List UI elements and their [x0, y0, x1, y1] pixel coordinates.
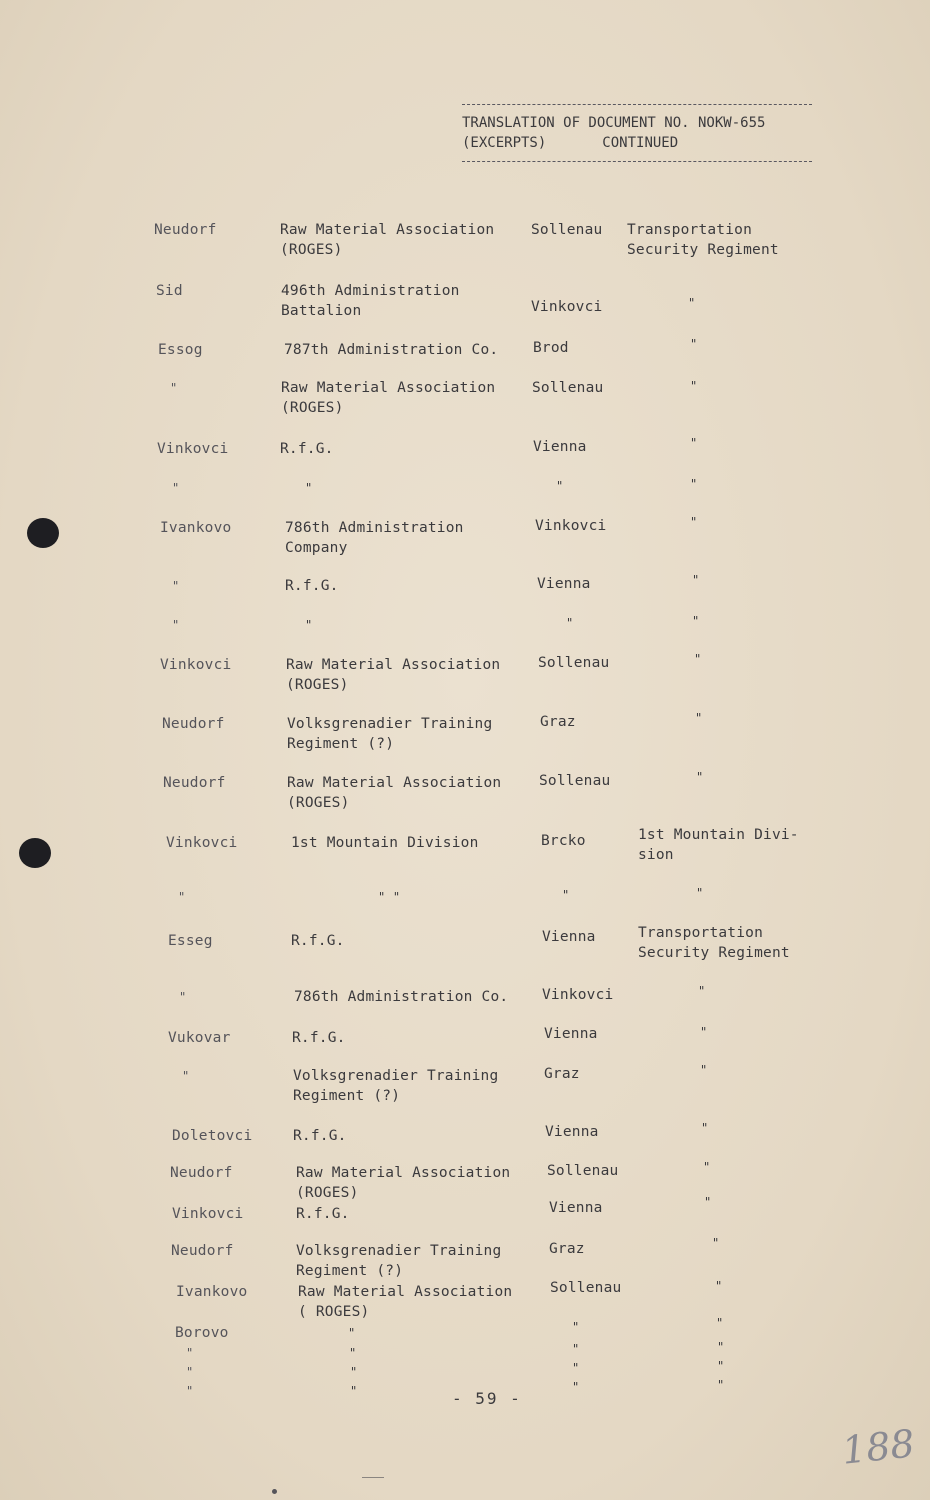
- origin-cell: ": [572, 1380, 580, 1394]
- subordination-cell: ": [690, 515, 698, 529]
- unit-cell: Raw Material Association (ROGES): [287, 775, 502, 811]
- origin-cell: Vienna: [537, 576, 591, 592]
- subordination-cell: ": [690, 436, 698, 450]
- subordination-cell: 1st Mountain Divi- sion: [638, 827, 799, 863]
- unit-cell: Volksgrenadier Training Regiment (?): [293, 1068, 499, 1104]
- origin-cell: Sollenau: [539, 773, 611, 789]
- place-cell: Ivankovo: [176, 1284, 248, 1300]
- unit-cell: ": [305, 481, 313, 495]
- place-cell: ": [178, 890, 186, 904]
- unit-cell: ": [305, 618, 313, 632]
- subordination-cell: ": [696, 886, 704, 900]
- unit-cell: ": [348, 1326, 356, 1340]
- place-cell: ": [172, 618, 180, 632]
- header-continued: CONTINUED: [602, 135, 679, 151]
- place-cell: Vukovar: [168, 1030, 231, 1046]
- unit-cell: 496th Administration Battalion: [281, 283, 460, 319]
- place-cell: Neudorf: [154, 222, 217, 238]
- origin-cell: ": [566, 616, 574, 630]
- subordination-cell: ": [716, 1316, 724, 1330]
- unit-cell: Raw Material Association (ROGES): [296, 1165, 511, 1201]
- place-cell: ": [186, 1384, 194, 1398]
- unit-cell: R.f.G.: [293, 1128, 347, 1144]
- unit-cell: 786th Administration Company: [285, 520, 464, 556]
- origin-cell: ": [556, 479, 564, 493]
- unit-cell: Raw Material Association ( ROGES): [298, 1284, 513, 1320]
- place-cell: Vinkovci: [166, 835, 238, 851]
- subordination-cell: ": [700, 1063, 708, 1077]
- place-cell: Essog: [158, 342, 203, 358]
- subordination-cell: ": [696, 770, 704, 784]
- subordination-cell: ": [712, 1236, 720, 1250]
- unit-cell: 787th Administration Co.: [284, 342, 499, 358]
- origin-cell: Vinkovci: [535, 518, 607, 534]
- subordination-cell: Transportation Security Regiment: [638, 925, 790, 961]
- subordination-cell: ": [704, 1195, 712, 1209]
- unit-cell: Volksgrenadier Training Regiment (?): [287, 716, 493, 752]
- subordination-cell: ": [690, 337, 698, 351]
- unit-cell: 1st Mountain Division: [291, 835, 479, 851]
- subordination-cell: ": [688, 296, 696, 310]
- place-cell: Borovo: [175, 1325, 229, 1341]
- unit-cell: R.f.G.: [280, 441, 334, 457]
- subordination-cell: ": [692, 573, 700, 587]
- origin-cell: ": [562, 888, 570, 902]
- header-top-rule: [462, 104, 812, 105]
- origin-cell: Vienna: [549, 1200, 603, 1216]
- unit-cell: Volksgrenadier Training Regiment (?): [296, 1243, 502, 1279]
- origin-cell: Brcko: [541, 833, 586, 849]
- origin-cell: ": [572, 1320, 580, 1334]
- origin-cell: Graz: [540, 714, 576, 730]
- place-cell: Neudorf: [163, 775, 226, 791]
- subordination-cell: ": [692, 614, 700, 628]
- place-cell: ": [186, 1365, 194, 1379]
- subordination-cell: ": [690, 477, 698, 491]
- place-cell: Ivankovo: [160, 520, 232, 536]
- origin-cell: Vienna: [544, 1026, 598, 1042]
- subordination-cell: ": [717, 1340, 725, 1354]
- subordination-cell: ": [715, 1279, 723, 1293]
- punch-hole: [27, 518, 59, 548]
- page-number: - 59 -: [452, 1389, 522, 1408]
- subordination-cell: ": [700, 1025, 708, 1039]
- origin-cell: Sollenau: [531, 222, 603, 238]
- origin-cell: Vinkovci: [542, 987, 614, 1003]
- place-cell: Neudorf: [170, 1165, 233, 1181]
- unit-cell: " ": [378, 890, 401, 904]
- ink-mark: [362, 1477, 384, 1478]
- origin-cell: Sollenau: [550, 1280, 622, 1296]
- header-line-2: (EXCERPTS): [462, 135, 547, 151]
- place-cell: ": [182, 1069, 190, 1083]
- header-bottom-rule: [462, 161, 812, 162]
- document-header: [462, 104, 812, 162]
- unit-cell: R.f.G.: [292, 1030, 346, 1046]
- origin-cell: Sollenau: [538, 655, 610, 671]
- place-cell: ": [172, 579, 180, 593]
- place-cell: Neudorf: [162, 716, 225, 732]
- origin-cell: Sollenau: [532, 380, 604, 396]
- origin-cell: ": [572, 1361, 580, 1375]
- unit-cell: R.f.G.: [291, 933, 345, 949]
- place-cell: Sid: [156, 283, 183, 299]
- origin-cell: Vinkovci: [531, 299, 603, 315]
- place-cell: Neudorf: [171, 1243, 234, 1259]
- punch-hole: [19, 838, 51, 868]
- subordination-cell: ": [703, 1160, 711, 1174]
- unit-cell: Raw Material Association (ROGES): [281, 380, 496, 416]
- origin-cell: ": [572, 1342, 580, 1356]
- place-cell: Esseg: [168, 933, 213, 949]
- place-cell: Vinkovci: [160, 657, 232, 673]
- unit-cell: R.f.G.: [285, 578, 339, 594]
- unit-cell: Raw Material Association (ROGES): [280, 222, 495, 258]
- subordination-cell: ": [698, 984, 706, 998]
- origin-cell: Vienna: [542, 929, 596, 945]
- place-cell: ": [179, 990, 187, 1004]
- unit-cell: ": [349, 1346, 357, 1360]
- unit-cell: ": [350, 1384, 358, 1398]
- unit-cell: Raw Material Association (ROGES): [286, 657, 501, 693]
- subordination-cell: ": [701, 1121, 709, 1135]
- origin-cell: Sollenau: [547, 1163, 619, 1179]
- unit-cell: R.f.G.: [296, 1206, 350, 1222]
- subordination-cell: ": [695, 711, 703, 725]
- place-cell: Vinkovci: [172, 1206, 244, 1222]
- subordination-cell: ": [717, 1359, 725, 1373]
- handwritten-folio-number: 188: [839, 1421, 917, 1473]
- place-cell: Vinkovci: [157, 441, 229, 457]
- subordination-cell: ": [690, 379, 698, 393]
- place-cell: Doletovci: [172, 1128, 253, 1144]
- origin-cell: Graz: [549, 1241, 585, 1257]
- place-cell: ": [170, 381, 178, 395]
- subordination-cell: ": [717, 1378, 725, 1392]
- unit-cell: ": [350, 1365, 358, 1379]
- unit-cell: 786th Administration Co.: [294, 989, 509, 1005]
- origin-cell: Vienna: [533, 439, 587, 455]
- place-cell: ": [186, 1346, 194, 1360]
- ink-speck: [272, 1489, 277, 1494]
- subordination-cell: Transportation Security Regiment: [627, 222, 779, 258]
- subordination-cell: ": [694, 652, 702, 666]
- origin-cell: Graz: [544, 1066, 580, 1082]
- origin-cell: Vienna: [545, 1124, 599, 1140]
- place-cell: ": [172, 481, 180, 495]
- origin-cell: Brod: [533, 340, 569, 356]
- header-line-1: TRANSLATION OF DOCUMENT NO. NOKW-655: [462, 115, 766, 131]
